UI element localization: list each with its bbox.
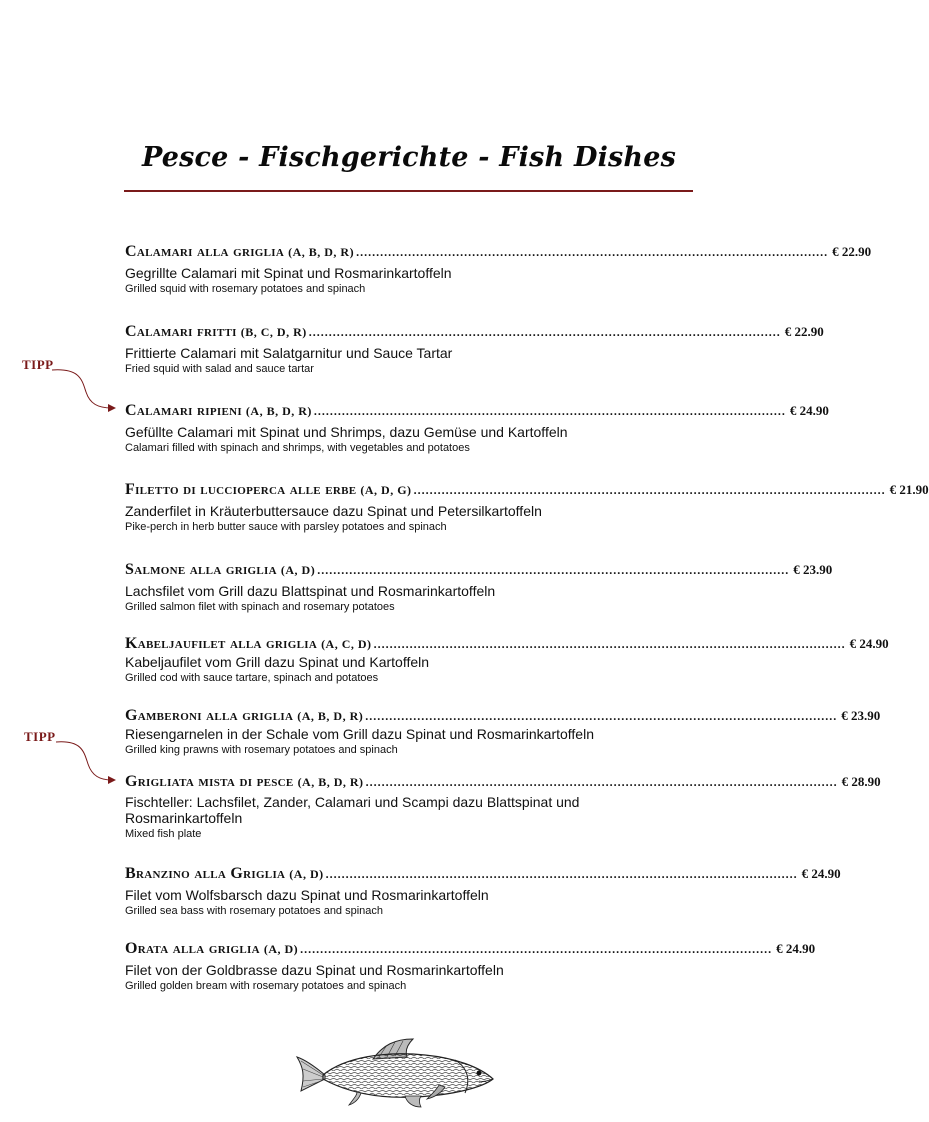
tipp-arrow-icon xyxy=(54,740,120,786)
menu-item-salmone-alla-griglia xyxy=(125,561,833,614)
dot-leader: ...................................................................................................................... xyxy=(373,637,846,651)
dish-allergens: (A, D) xyxy=(289,867,324,881)
menu-item-filetto-di-luccioperca xyxy=(125,481,929,534)
dish-description-en: Mixed fish plate xyxy=(125,828,202,840)
menu-item-orata-alla-griglia xyxy=(125,940,816,993)
menu-item-calamari-alla-griglia xyxy=(125,243,872,296)
menu-item-grigliata-mista-di-pesce xyxy=(125,773,881,841)
dish-name: Salmone alla griglia xyxy=(125,561,277,578)
menu-item-kabeljaufilet xyxy=(125,635,889,685)
dish-name: Calamari alla griglia xyxy=(125,243,285,260)
menu-item-gamberoni-alla-griglia xyxy=(125,707,881,757)
dish-description-en: Calamari filled with spinach and shrimps, with vegetables and potatoes xyxy=(125,442,470,454)
title-divider xyxy=(124,190,693,192)
fish-icon xyxy=(295,1035,500,1110)
dish-price: € 21.90 xyxy=(889,482,929,497)
dish-description-en: Grilled salmon filet with spinach and rosemary potatoes xyxy=(125,601,395,613)
dish-description-de: Lachsfilet vom Grill dazu Blattspinat und Rosmarinkartoffeln xyxy=(125,583,496,599)
menu-item-calamari-fritti xyxy=(125,323,824,376)
dish-allergens: (A, D) xyxy=(263,942,299,956)
dish-name: Calamari fritti xyxy=(125,323,237,340)
dot-leader: ...................................................................................................................... xyxy=(365,775,838,789)
dish-price: € 28.90 xyxy=(841,774,881,789)
menu-item-calamari-ripieni xyxy=(125,402,829,455)
dish-description-en: Grilled squid with rosemary potatoes and spinach xyxy=(125,283,366,295)
dish-name: Orata alla griglia xyxy=(125,940,260,957)
tipp-label-1: TIPP xyxy=(22,357,54,372)
dish-description-de: Filet von der Goldbrasse dazu Spinat und Rosmarinkartoffeln xyxy=(125,962,504,978)
dish-description-de: Gefüllte Calamari mit Spinat und Shrimps, dazu Gemüse und Kartoffeln xyxy=(125,424,568,440)
dish-name: Kabeljaufilet alla griglia xyxy=(125,635,318,652)
dot-leader: ...................................................................................................................... xyxy=(365,709,838,723)
dish-allergens: (A, D) xyxy=(280,563,316,577)
dish-allergens: (A, B, D, R) xyxy=(245,404,312,418)
dish-allergens: (B, C, D, R) xyxy=(240,325,307,339)
page-title: Pesce - Fischgerichte - Fish Dishes xyxy=(141,142,677,173)
dot-leader: ...................................................................................................................... xyxy=(317,563,790,577)
dish-allergens: (A, D, G) xyxy=(360,483,412,497)
dish-name: Filetto di luccioperca alle erbe xyxy=(125,481,357,498)
tipp-arrow-icon xyxy=(50,368,120,414)
dish-description-en: Grilled golden bream with rosemary potatoes and spinach xyxy=(125,980,407,992)
dish-description-en: Grilled sea bass with rosemary potatoes and spinach xyxy=(125,905,384,917)
dish-description-de: Kabeljaufilet vom Grill dazu Spinat und Kartoffeln xyxy=(125,654,430,670)
dot-leader: ...................................................................................................................... xyxy=(356,245,829,259)
dish-allergens: (A, B, D, R) xyxy=(288,245,355,259)
dish-price: € 24.90 xyxy=(789,403,829,418)
dot-leader: ...................................................................................................................... xyxy=(308,325,781,339)
dish-description-en: Grilled king prawns with rosemary potatoes and spinach xyxy=(125,744,398,756)
dish-name: Gamberoni alla griglia xyxy=(125,707,294,724)
dish-price: € 22.90 xyxy=(784,324,824,339)
dish-name: Grigliata mista di pesce xyxy=(125,773,294,790)
tipp-label-2: TIPP xyxy=(24,729,56,744)
dot-leader: ...................................................................................................................... xyxy=(313,404,786,418)
dish-description-de: Riesengarnelen in der Schale vom Grill dazu Spinat und Rosmarinkartoffeln xyxy=(125,726,594,742)
dish-allergens: (A, C, D) xyxy=(321,637,372,651)
dish-price: € 23.90 xyxy=(841,708,881,723)
dish-description-en: Fried squid with salad and sauce tartar xyxy=(125,363,314,375)
dish-description-de: Filet vom Wolfsbarsch dazu Spinat und Rosmarinkartoffeln xyxy=(125,887,489,903)
dot-leader: ...................................................................................................................... xyxy=(413,483,886,497)
dish-name: Calamari ripieni xyxy=(125,402,242,419)
dish-price: € 24.90 xyxy=(776,941,816,956)
dish-description-en: Grilled cod with sauce tartare, spinach and potatoes xyxy=(125,672,379,684)
dish-price: € 23.90 xyxy=(793,562,833,577)
dish-description-en: Pike-perch in herb butter sauce with parsley potatoes and spinach xyxy=(125,521,447,533)
dish-description-de: Frittierte Calamari mit Salatgarnitur und Sauce Tartar xyxy=(125,345,453,361)
dish-description-de: Fischteller: Lachsfilet, Zander, Calamari und Scampi dazu Blattspinat und Rosmarinkartoffeln xyxy=(125,794,580,826)
dish-name: Branzino alla Griglia xyxy=(125,865,286,882)
dish-allergens: (A, B, D, R) xyxy=(297,709,364,723)
dish-allergens: (A, B, D, R) xyxy=(297,775,364,789)
dot-leader: ...................................................................................................................... xyxy=(325,867,798,881)
dish-price: € 24.90 xyxy=(849,636,889,651)
dish-price: € 22.90 xyxy=(832,244,872,259)
dot-leader: ...................................................................................................................... xyxy=(300,942,773,956)
dish-description-de: Zanderfilet in Kräuterbuttersauce dazu Spinat und Petersilkartoffeln xyxy=(125,503,542,519)
dish-description-de: Gegrillte Calamari mit Spinat und Rosmarinkartoffeln xyxy=(125,265,452,281)
menu-item-branzino-alla-griglia xyxy=(125,865,841,918)
dish-price: € 24.90 xyxy=(801,866,841,881)
